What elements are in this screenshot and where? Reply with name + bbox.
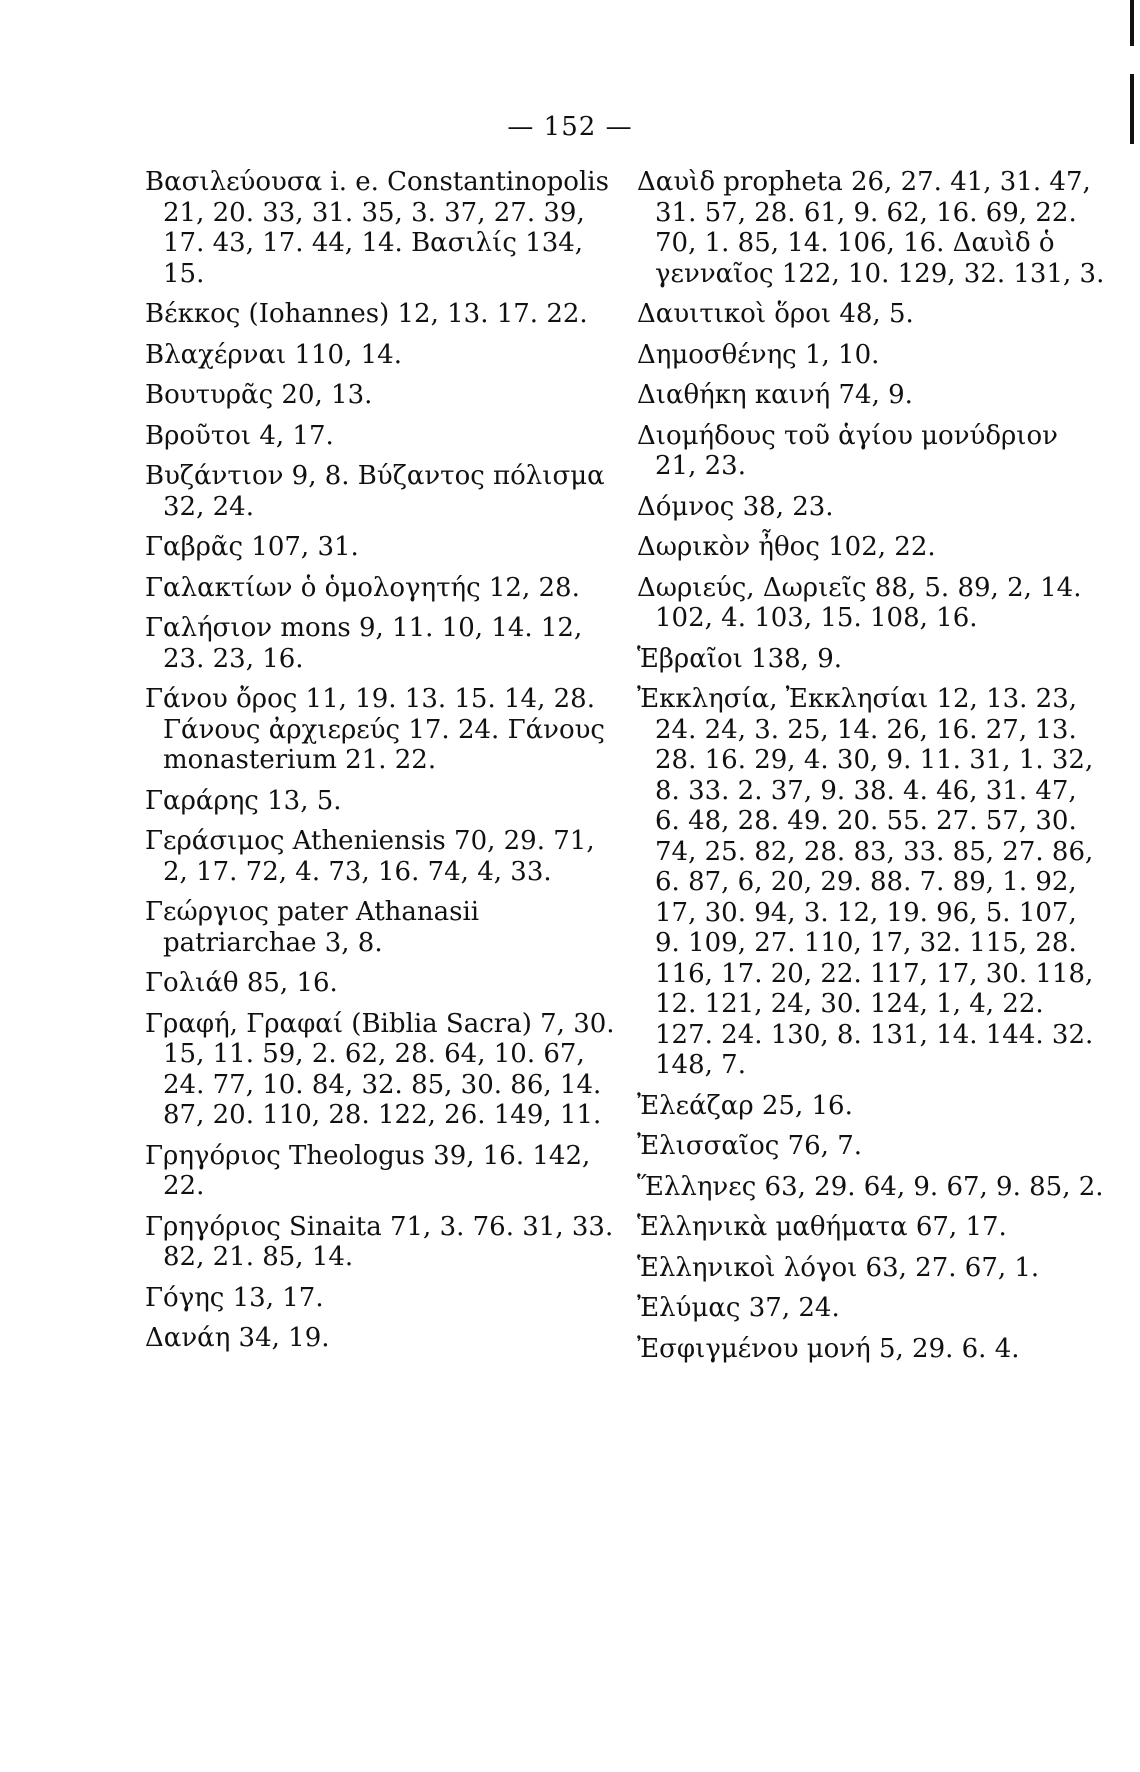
index-entry: Δαυιτικοὶ ὅροι 48, 5.: [637, 299, 914, 329]
page-number: — 152 —: [507, 112, 633, 142]
index-entry: Γρηγόριος Sinaita 71, 3. 76. 31, 33. 82, 21. 85, 14.: [145, 1211, 622, 1272]
index-entry: Βέκκος (Iohannes) 12, 13. 17. 22.: [145, 299, 588, 329]
index-entry: Ἑλληνικοὶ λόγοι 63, 27. 67, 1.: [637, 1252, 1040, 1283]
index-entry: Γεράσιμος Atheniensis 70, 29. 71, 2, 17. 72, 4. 73, 16. 74, 4, 33.: [145, 826, 603, 887]
index-entry: Γεώργιος pater Athanasii patriarchae 3, 8.: [145, 897, 488, 958]
index-entry: Διαθήκη καινή 74, 9.: [637, 380, 913, 410]
index-entry: Βυζάντιον 9, 8. Βύζαντος πόλισμα 32, 24.: [145, 461, 613, 522]
index-entry: Ἑλληνικὰ μαθήματα 67, 17.: [637, 1212, 1007, 1242]
index-entry: Γαβρᾶς 107, 31.: [145, 532, 359, 562]
index-column-right: [637, 167, 1107, 1374]
index-entry: Γάνου ὄρος 11, 19. 13. 15. 14, 28. Γάνους ἀρχιερεύς 17. 24. Γάνους monasterium 21. 22.: [145, 684, 614, 775]
index-entry: Ἑβραῖοι 138, 9.: [637, 643, 843, 674]
index-entry: Βουτυρᾶς 20, 13.: [145, 380, 373, 410]
index-entry: Δωρικὸν ἦθος 102, 22.: [637, 532, 936, 562]
page-edge-mark: [1130, 0, 1134, 46]
index-entry: Ἐσφιγμένου μονή 5, 29. 6. 4.: [637, 1333, 1020, 1364]
index-entry: Ἕλληνες 63, 29. 64, 9. 67, 9. 85, 2.: [637, 1171, 1104, 1202]
index-entry: Ἐλεάζαρ 25, 16.: [637, 1090, 853, 1121]
index-entry: Γραφή, Γραφαί (Biblia Sacra) 7, 30. 15, 11. 59, 2. 62, 28. 64, 10. 67, 24. 77, 10. 84, 32. 85, 30. 86, 14. 87, 20. 110, 28. 122, 26. 149, 11.: [145, 1008, 623, 1130]
index-entry: Βροῦτοι 4, 17.: [145, 420, 334, 451]
index-entry: Δανάη 34, 19.: [145, 1323, 330, 1353]
index-entry: Ἐκκλησία, Ἐκκλησίαι 12, 13. 23, 24. 24, 3. 25, 14. 26, 16. 27, 13. 28. 16. 29, 4. 30, 9. 11. 31, 1. 32, 8. 33. 2. 37, 9. 38. 4. 46, 31. 47, 6. 48, 28. 49. 20. 55. 27. 57, 30. 74, 25. 82, 28. 83, 33. 85, 27. 86, 6. 87, 6, 20, 29. 88. 7. 89, 1. 92, 17, 30. 94, 3. 12, 19. 96, 5. 107, 9. 109, 27. 110, 17, 32. 115, 28. 116, 17. 20, 22. 117, 17, 30. 118, 12. 121, 24, 30. 124, 1, 4, 22. 127. 24. 130, 8. 131, 14. 144. 32. 148, 7.: [637, 684, 1102, 1080]
index-entry: Ἐλισσαῖος 76, 7.: [637, 1131, 862, 1161]
index-entry: Δόμνος 38, 23.: [637, 491, 834, 522]
index-entry: Ἐλύμας 37, 24.: [637, 1293, 840, 1323]
index-column-left: [145, 167, 623, 1364]
index-entry: Δαυὶδ propheta 26, 27. 41, 31. 47, 31. 57, 28. 61, 9. 62, 16. 69, 22. 70, 1. 85, 14. 106, 16. Δαυὶδ ὁ γενναῖος 122, 10. 129, 32. 131, 3.: [637, 167, 1105, 289]
index-entry: Γαράρης 13, 5.: [145, 785, 342, 816]
index-entry: Γρηγόριος Theologus 39, 16. 142, 22.: [145, 1140, 599, 1201]
index-entry: Γόγης 13, 17.: [145, 1282, 324, 1313]
index-entry: Γολιάθ 85, 16.: [145, 968, 338, 998]
index-entry: Δημοσθένης 1, 10.: [637, 339, 880, 370]
index-entry: Βασιλεύουσα i. e. Constantinopolis 21, 20. 33, 31. 35, 3. 37, 27. 39, 17. 43, 17. 44, 14. Βασιλίς 134, 15.: [145, 167, 618, 289]
index-entry: Γαλήσιον mons 9, 11. 10, 14. 12, 23. 23, 16.: [145, 613, 591, 674]
index-entry: Διομήδους τοῦ ἁγίου μονύδριον 21, 23.: [637, 420, 1067, 481]
index-entry: Γαλακτίων ὁ ὁμολογητής 12, 28.: [145, 572, 580, 603]
index-entry: Βλαχέρναι 110, 14.: [145, 339, 402, 370]
index-entry: Δωριεύς, Δωριεῖς 88, 5. 89, 2, 14. 102, 4. 103, 15. 108, 16.: [637, 572, 1090, 633]
